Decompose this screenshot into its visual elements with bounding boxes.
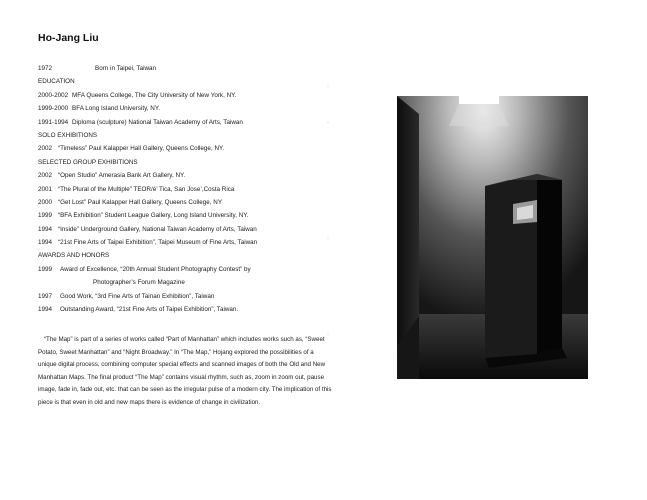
group-text: “Inside” Underground Gallery, National Taiwan Academy of Arts, Taiwan <box>58 225 257 233</box>
award-continuation-text: Photographer’s Forum Magazine <box>93 279 185 287</box>
margin-mark: · <box>327 236 329 242</box>
solo-heading-row <box>38 129 338 142</box>
group-text: “BFA Exhibition” Student League Gallery, Long Island University, NY. <box>58 212 249 220</box>
artwork-statement <box>38 334 332 410</box>
margin-mark: · <box>327 120 329 126</box>
award-continuation-row <box>38 276 338 289</box>
group-year: 2001 <box>38 185 53 193</box>
group-row <box>38 236 338 249</box>
award-text: Good Work, “3rd Fine Arts of Tainan Exhibition”, Taiwan <box>60 292 215 300</box>
group-year: 1994 <box>38 225 53 233</box>
education-year: 2000-2002 <box>38 91 69 99</box>
solo-row <box>38 142 338 155</box>
light-beam <box>449 104 509 126</box>
awards-heading-row <box>38 249 338 262</box>
education-year: 1999-2000 <box>38 105 69 113</box>
award-row <box>38 290 338 303</box>
group-row <box>38 223 338 236</box>
group-row <box>38 183 338 196</box>
award-text: Outstanding Award, “21st Fine Arts of Taipei Exhibition”, Taiwan. <box>60 306 239 314</box>
award-row <box>38 303 338 316</box>
group-text: “21st Fine Arts of Taipei Exhibition”, Taipei Museum of Fine Arts, Taiwan <box>58 239 258 247</box>
group-text: “The Plural of the Multiple” TEOR/é’ Tica, San Jose’,Costa Rica <box>58 185 235 193</box>
solo-year: 2002 <box>38 145 53 153</box>
award-row <box>38 263 338 276</box>
birth-year: 1972 <box>38 65 53 72</box>
group-year: 2002 <box>38 172 53 180</box>
award-year: 1999 <box>38 265 53 273</box>
education-row <box>38 89 338 102</box>
group-text: “Open Studio” Amerasia Bank Art Gallery, NY. <box>58 172 186 180</box>
solo-text: “Timeless” Paul Kalapper Hall Gallery, Queens College, NY. <box>58 145 225 153</box>
solo-heading: SOLO EXHIBITIONS <box>38 131 98 139</box>
group-year: 1994 <box>38 239 53 247</box>
education-text: Diploma (sculpture) National Taiwan Academy of Arts, Taiwan <box>72 118 243 126</box>
group-text: “Get Lost” Paul Kalapper Hall Gallery, Queens College, NY <box>58 198 223 206</box>
kiosk-side <box>537 174 562 354</box>
education-text: MFA Queens College, The City University of New York, NY. <box>72 91 237 99</box>
award-year: 1997 <box>38 292 53 300</box>
installation-photo-illustration <box>397 96 588 379</box>
margin-mark: · <box>327 332 329 338</box>
left-wall <box>397 96 419 346</box>
education-text: BFA Long Island University, NY. <box>72 105 160 113</box>
birth-row <box>38 62 338 75</box>
awards-heading: AWARDS AND HONORS <box>38 252 110 260</box>
statement-text: “The Map” is part of a series of works called “Part of Manhattan” which includes works such as, “Sweet Potato, Sweet Manhattan” and “Night Broadway.” In “The Map,” Hojang explored the possibilities of a unique digital process, combining computer special effects and scanned images of both the Old and New Manhattan Maps. The final product “The Map” contains visual rhythm, such as, zoom in zoom out, pause image, fade in, fade out, etc. that can be seen as the irregular pulse of a modern city. The implication of this piece is that even in old and new maps there is evidence of change in civilization. <box>38 336 332 406</box>
group-year: 2000 <box>38 198 53 206</box>
education-row <box>38 102 338 115</box>
artist-name: Ho-Jang Liu <box>38 32 99 44</box>
group-row <box>38 196 338 209</box>
education-year: 1991-1994 <box>38 118 69 126</box>
cv-section <box>38 62 338 316</box>
award-year: 1994 <box>38 306 53 314</box>
installation-photo <box>397 96 588 379</box>
group-year: 1999 <box>38 212 53 220</box>
margin-mark: · <box>327 84 329 90</box>
ceiling-light <box>459 96 499 104</box>
group-heading: SELECTED GROUP EXHIBITIONS <box>38 158 138 166</box>
education-heading: EDUCATION <box>38 78 75 86</box>
group-heading-row <box>38 156 338 169</box>
group-row <box>38 209 338 222</box>
group-row <box>38 169 338 182</box>
education-heading-row <box>38 75 338 88</box>
award-text: Award of Excellence, “20th Annual Student Photography Contest” by <box>60 265 251 273</box>
birth-text: Born in Taipei, Taiwan <box>95 65 157 72</box>
education-row <box>38 116 338 129</box>
